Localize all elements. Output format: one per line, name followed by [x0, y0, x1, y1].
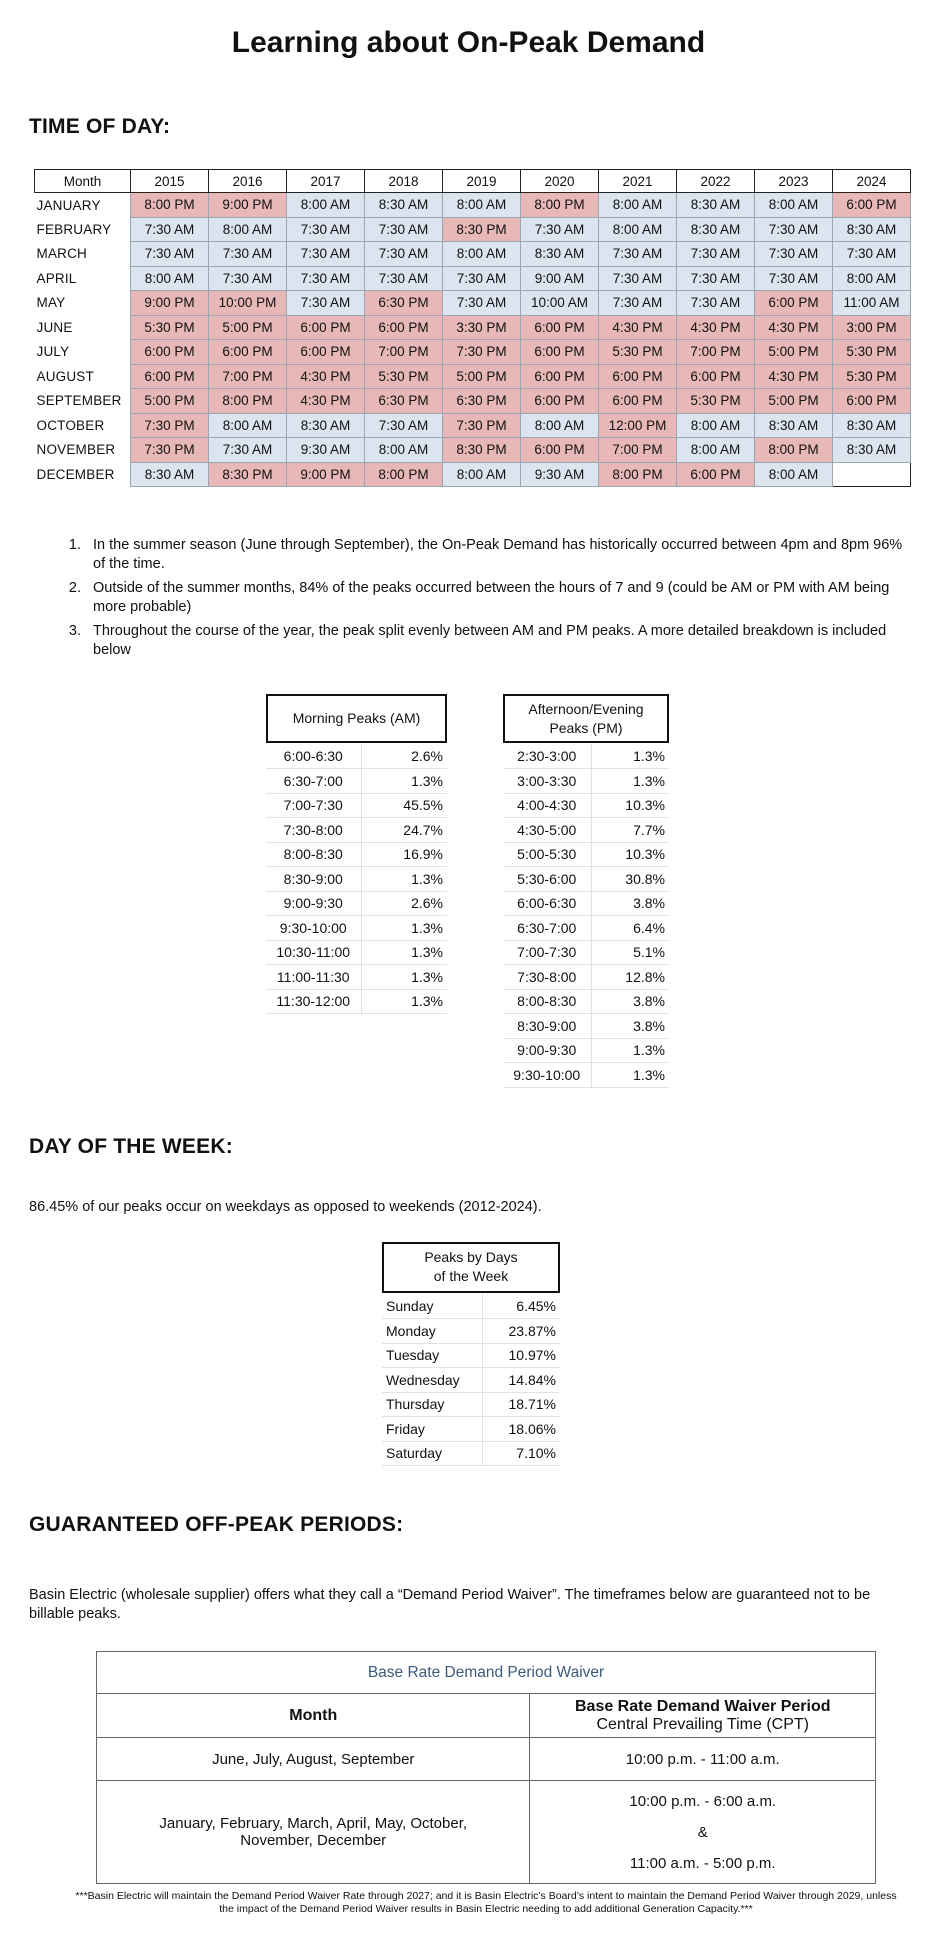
morning-peak-row-value: 45.5% — [361, 793, 447, 818]
peak-time-cell: 7:00 PM — [599, 438, 677, 463]
time-of-day-row — [35, 364, 911, 389]
waiver-period-header — [530, 1694, 876, 1738]
evening-peak-row-label: 4:30-5:00 — [503, 818, 591, 843]
peak-time-cell: 6:00 PM — [599, 364, 677, 389]
morning-peak-row-value: 1.3% — [361, 769, 447, 794]
peak-time-cell: 8:30 AM — [755, 413, 833, 438]
evening-peak-row-label: 9:30-10:00 — [503, 1063, 591, 1088]
evening-peak-row-label: 6:30-7:00 — [503, 916, 591, 941]
peak-time-cell: 8:00 AM — [365, 438, 443, 463]
peak-time-cell: 5:30 PM — [677, 389, 755, 414]
year-header: 2018 — [365, 170, 443, 193]
evening-peak-row-label: 8:00-8:30 — [503, 989, 591, 1014]
page-title: Learning about On-Peak Demand — [231, 26, 706, 59]
month-label: JUNE — [36, 319, 73, 335]
day-row — [382, 1319, 560, 1344]
morning-peak-row — [266, 818, 447, 843]
waiver-period-header-line1: Base Rate Demand Waiver Period — [574, 1697, 831, 1715]
morning-peak-row-value: 1.3% — [361, 916, 447, 941]
peak-time-cell: 7:30 AM — [443, 266, 521, 291]
month-label: FEBRUARY — [36, 221, 112, 237]
morning-peak-row — [266, 769, 447, 794]
day-row-value: 7.10% — [482, 1441, 560, 1466]
time-of-day-row — [35, 217, 911, 242]
peak-time-cell: 8:30 AM — [833, 413, 911, 438]
peak-time-cell: 7:30 AM — [443, 291, 521, 316]
peak-time-cell: 6:00 PM — [521, 340, 599, 365]
day-row-value: 6.45% — [482, 1294, 560, 1319]
peak-time-cell: 4:30 PM — [287, 389, 365, 414]
evening-peak-row-label: 8:30-9:00 — [503, 1014, 591, 1039]
peak-time-cell: 4:30 PM — [287, 364, 365, 389]
peak-time-cell: 8:00 PM — [365, 462, 443, 487]
days-header-line1: Peaks by Days — [424, 1249, 518, 1265]
peak-time-cell: 7:30 AM — [209, 438, 287, 463]
day-row-value: 18.06% — [482, 1417, 560, 1442]
peak-time-cell: 8:00 AM — [833, 266, 911, 291]
peak-time-cell: 5:00 PM — [755, 389, 833, 414]
morning-peak-row — [266, 793, 447, 818]
time-of-day-heading: TIME OF DAY: — [29, 115, 171, 138]
peak-time-cell: 12:00 PM — [599, 413, 677, 438]
morning-peaks-header: Morning Peaks (AM) — [266, 694, 447, 743]
peak-time-cell: 5:30 PM — [599, 340, 677, 365]
peak-time-cell: 8:30 PM — [443, 217, 521, 242]
peak-time-cell: 7:30 AM — [365, 413, 443, 438]
year-header: 2021 — [599, 170, 677, 193]
peak-time-cell: 7:30 PM — [443, 413, 521, 438]
time-of-day-row — [35, 438, 911, 463]
evening-peak-row-value: 1.3% — [591, 1038, 669, 1063]
peak-time-cell: 7:30 AM — [599, 242, 677, 267]
evening-peak-row — [503, 916, 669, 941]
peak-time-cell: 6:00 PM — [599, 389, 677, 414]
morning-peak-row-label: 6:30-7:00 — [266, 769, 361, 794]
waiver-row2-period-b: 11:00 a.m. - 5:00 p.m. — [629, 1854, 776, 1872]
peak-time-cell: 8:30 AM — [287, 413, 365, 438]
morning-peak-row-label: 7:00-7:30 — [266, 793, 361, 818]
peak-time-cell: 5:00 PM — [131, 389, 209, 414]
peak-time-cell: 7:30 PM — [443, 340, 521, 365]
month-label: OCTOBER — [36, 417, 105, 433]
year-header: 2016 — [209, 170, 287, 193]
morning-peak-row-label: 11:00-11:30 — [266, 965, 361, 990]
evening-peak-row — [503, 1014, 669, 1039]
evening-peak-row-value: 3.8% — [591, 1014, 669, 1039]
peak-time-cell: 7:00 PM — [677, 340, 755, 365]
morning-peak-row — [266, 842, 447, 867]
peak-time-cell: 8:00 AM — [287, 193, 365, 218]
peak-time-cell: 7:30 AM — [365, 242, 443, 267]
evening-peak-row-label: 9:00-9:30 — [503, 1038, 591, 1063]
peak-time-cell: 3:30 PM — [443, 315, 521, 340]
peak-time-cell: 5:00 PM — [209, 315, 287, 340]
day-row — [382, 1294, 560, 1319]
morning-peak-row-value: 16.9% — [361, 842, 447, 867]
peak-time-cell: 7:30 AM — [677, 266, 755, 291]
note-item: 1. In the summer season (June through September), the On-Peak Demand has historically occurred between 4pm and 8pm 96% of the time. — [85, 536, 908, 574]
evening-peaks-header — [503, 694, 669, 743]
morning-peak-row-value: 2.6% — [361, 744, 447, 769]
morning-peak-row-value: 1.3% — [361, 940, 447, 965]
waiver-row1-period: 10:00 p.m. - 11:00 a.m. — [530, 1738, 876, 1781]
peak-time-cell: 5:30 PM — [131, 315, 209, 340]
peak-time-cell: 8:00 AM — [599, 217, 677, 242]
evening-peak-row-label: 3:00-3:30 — [503, 769, 591, 794]
evening-peak-row-label: 2:30-3:00 — [503, 744, 591, 769]
morning-peak-row-label: 6:00-6:30 — [266, 744, 361, 769]
evening-peak-row-label: 5:00-5:30 — [503, 842, 591, 867]
waiver-month-header: Month — [97, 1694, 530, 1738]
day-of-week-heading: DAY OF THE WEEK: — [29, 1135, 233, 1158]
time-of-day-row — [35, 389, 911, 414]
waiver-row2-months: January, February, March, April, May, October, November, December — [97, 1781, 530, 1884]
evening-peak-row — [503, 1063, 669, 1088]
month-label: JULY — [36, 344, 70, 360]
evening-peak-row — [503, 940, 669, 965]
evening-peak-row-value: 10.3% — [591, 793, 669, 818]
evening-peak-row — [503, 818, 669, 843]
evening-peak-row-label: 4:00-4:30 — [503, 793, 591, 818]
peak-time-cell: 8:00 PM — [755, 438, 833, 463]
peak-time-cell: 5:30 PM — [833, 340, 911, 365]
peak-time-cell: 6:30 PM — [365, 291, 443, 316]
peak-time-cell: 6:00 PM — [287, 315, 365, 340]
evening-peak-row — [503, 867, 669, 892]
note-item: 2. Outside of the summer months, 84% of the peaks occurred between the hours of 7 and 9 (could be AM or PM with AM being more probable) — [85, 579, 908, 617]
peak-time-cell: 7:30 AM — [209, 266, 287, 291]
evening-peak-row — [503, 842, 669, 867]
peak-time-cell: 6:00 PM — [521, 315, 599, 340]
peak-time-cell: 7:00 PM — [365, 340, 443, 365]
evening-peak-row-label: 6:00-6:30 — [503, 891, 591, 916]
peak-time-cell: 7:30 AM — [287, 291, 365, 316]
waiver-period-header-line2: Central Prevailing Time (CPT) — [596, 1715, 809, 1733]
peak-time-cell: 7:30 AM — [599, 291, 677, 316]
day-row-label: Tuesday — [382, 1343, 482, 1368]
time-of-day-row — [35, 291, 911, 316]
peak-time-cell: 7:30 PM — [131, 413, 209, 438]
evening-peak-row-value: 5.1% — [591, 940, 669, 965]
peak-time-cell: 8:30 AM — [833, 217, 911, 242]
day-row-value: 14.84% — [482, 1368, 560, 1393]
peak-time-cell: 6:00 PM — [287, 340, 365, 365]
day-row-value: 10.97% — [482, 1343, 560, 1368]
peak-time-cell: 7:30 AM — [287, 217, 365, 242]
peak-time-cell: 7:30 AM — [521, 217, 599, 242]
notes-list — [28, 536, 908, 660]
evening-peak-row — [503, 793, 669, 818]
day-row — [382, 1343, 560, 1368]
evening-peak-row — [503, 1038, 669, 1063]
peak-time-cell: 10:00 AM — [521, 291, 599, 316]
day-row — [382, 1368, 560, 1393]
evening-peak-row-value: 3.8% — [591, 989, 669, 1014]
time-of-day-table — [34, 169, 911, 487]
day-of-week-summary: 86.45% of our peaks occur on weekdays as opposed to weekends (2012-2024). — [29, 1199, 542, 1215]
year-header: 2015 — [131, 170, 209, 193]
peak-time-cell: 8:30 PM — [443, 438, 521, 463]
month-label: NOVEMBER — [36, 442, 116, 458]
peak-time-cell: 6:00 PM — [521, 438, 599, 463]
morning-peak-row-label: 10:30-11:00 — [266, 940, 361, 965]
evening-peaks-table — [503, 744, 669, 1088]
notes-list-wrap — [28, 536, 908, 665]
year-header: 2017 — [287, 170, 365, 193]
month-label: MAY — [36, 295, 66, 311]
morning-peak-row — [266, 891, 447, 916]
morning-peak-row — [266, 916, 447, 941]
evening-peak-row-label: 5:30-6:00 — [503, 867, 591, 892]
peak-time-cell: 7:30 AM — [833, 242, 911, 267]
waiver-table-caption: Base Rate Demand Period Waiver — [97, 1652, 876, 1694]
day-row-label: Thursday — [382, 1392, 482, 1417]
waiver-footnote: ***Basin Electric will maintain the Demand Period Waiver Rate through 2027; and it is Basin Electric’s Board’s intent to maintain the Demand Period Waiver through 2029, unless the impact of the Demand Period Waiver results in Basin Electric needing to add additional Generation Capacity.*** — [75, 1890, 897, 1915]
peak-time-cell: 8:00 AM — [521, 413, 599, 438]
morning-peak-row-label: 8:00-8:30 — [266, 842, 361, 867]
peak-time-cell: 6:00 PM — [521, 389, 599, 414]
peak-time-cell: 6:00 PM — [755, 291, 833, 316]
morning-peak-row-value: 24.7% — [361, 818, 447, 843]
peak-time-cell: 7:30 AM — [209, 242, 287, 267]
time-of-day-row — [35, 193, 911, 218]
days-header-line2: of the Week — [433, 1268, 509, 1284]
off-peak-heading: GUARANTEED OFF-PEAK PERIODS: — [29, 1513, 404, 1536]
evening-peak-row-value: 1.3% — [591, 744, 669, 769]
peak-time-cell: 7:30 AM — [677, 242, 755, 267]
peak-time-cell: 5:00 PM — [755, 340, 833, 365]
year-header: 2020 — [521, 170, 599, 193]
month-label: SEPTEMBER — [36, 393, 122, 409]
peak-time-cell: 8:30 AM — [833, 438, 911, 463]
evening-peak-row-label: 7:30-8:00 — [503, 965, 591, 990]
month-label: DECEMBER — [36, 466, 115, 482]
month-column-header: Month — [35, 170, 131, 193]
day-row — [382, 1441, 560, 1466]
peak-time-cell: 8:30 AM — [677, 217, 755, 242]
peak-time-cell: 8:00 PM — [209, 389, 287, 414]
day-row — [382, 1392, 560, 1417]
evening-peak-row-value: 3.8% — [591, 891, 669, 916]
peak-time-cell: 9:00 PM — [131, 291, 209, 316]
peak-time-cell: 4:30 PM — [755, 315, 833, 340]
peak-time-cell: 6:00 PM — [131, 340, 209, 365]
time-of-day-header-row — [35, 170, 911, 193]
peak-time-cell: 7:30 AM — [287, 266, 365, 291]
peak-time-cell: 4:30 PM — [599, 315, 677, 340]
evening-peak-row-value: 1.3% — [591, 1063, 669, 1088]
day-row-label: Monday — [382, 1319, 482, 1344]
peak-time-cell: 8:00 AM — [755, 193, 833, 218]
peak-time-cell: 5:30 PM — [365, 364, 443, 389]
peak-time-cell: 6:00 PM — [677, 462, 755, 487]
morning-peak-row — [266, 965, 447, 990]
peak-time-cell: 6:00 PM — [833, 389, 911, 414]
day-row — [382, 1417, 560, 1442]
year-header: 2023 — [755, 170, 833, 193]
peak-time-cell: 4:30 PM — [677, 315, 755, 340]
peak-time-cell: 5:30 PM — [833, 364, 911, 389]
time-of-day-body — [35, 193, 911, 487]
peak-time-cell: 7:30 AM — [755, 266, 833, 291]
morning-peak-row-label: 9:30-10:00 — [266, 916, 361, 941]
evening-peak-row — [503, 769, 669, 794]
peak-time-cell: 8:30 AM — [131, 462, 209, 487]
morning-peak-row-label: 9:00-9:30 — [266, 891, 361, 916]
evening-peak-row — [503, 989, 669, 1014]
peak-time-cell: 8:00 AM — [677, 438, 755, 463]
evening-peak-row-value: 1.3% — [591, 769, 669, 794]
peak-time-cell: 8:30 AM — [521, 242, 599, 267]
peak-time-cell: 8:00 PM — [521, 193, 599, 218]
peak-time-cell: 8:30 PM — [209, 462, 287, 487]
evening-peak-row-value: 30.8% — [591, 867, 669, 892]
off-peak-intro: Basin Electric (wholesale supplier) offers what they call a “Demand Period Waiver”. The timeframes below are guaranteed not to be billable peaks. — [29, 1587, 871, 1622]
peak-time-cell: 8:00 PM — [131, 193, 209, 218]
peak-time-cell: 8:30 AM — [677, 193, 755, 218]
peak-time-cell: 9:30 AM — [287, 438, 365, 463]
waiver-row2-period-a: 10:00 p.m. - 6:00 a.m. — [629, 1792, 777, 1810]
morning-peak-row — [266, 989, 447, 1014]
peak-time-cell: 9:00 PM — [209, 193, 287, 218]
day-row-label: Friday — [382, 1417, 482, 1442]
time-of-day-row — [35, 462, 911, 487]
peak-time-cell: 7:30 AM — [365, 266, 443, 291]
evening-peak-row-value: 12.8% — [591, 965, 669, 990]
morning-peaks-table — [266, 744, 447, 1014]
day-row-value: 18.71% — [482, 1392, 560, 1417]
peak-time-cell: 8:00 PM — [599, 462, 677, 487]
peak-time-cell: 5:00 PM — [443, 364, 521, 389]
evening-peak-row-value: 7.7% — [591, 818, 669, 843]
peak-time-cell: 7:30 AM — [131, 217, 209, 242]
peak-time-cell: 7:30 AM — [287, 242, 365, 267]
peak-time-cell: 8:30 AM — [365, 193, 443, 218]
note-item: 3. Throughout the course of the year, the peak split evenly between AM and PM peaks. A more detailed breakdown is included below — [85, 622, 908, 660]
peak-time-cell: 8:00 AM — [599, 193, 677, 218]
time-of-day-row — [35, 340, 911, 365]
peak-time-cell: 8:00 AM — [131, 266, 209, 291]
days-table — [382, 1294, 560, 1466]
evening-peak-row — [503, 744, 669, 769]
peak-time-cell: 7:30 AM — [599, 266, 677, 291]
peak-time-cell — [833, 462, 911, 487]
evening-peak-row — [503, 965, 669, 990]
peak-time-cell: 8:00 AM — [209, 413, 287, 438]
day-row-label: Sunday — [382, 1294, 482, 1319]
waiver-row1-months: June, July, August, September — [97, 1738, 530, 1781]
peak-time-cell: 9:00 PM — [287, 462, 365, 487]
evening-peaks-header-line1: Afternoon/Evening — [528, 701, 644, 717]
peak-time-cell: 8:00 AM — [677, 413, 755, 438]
peak-time-cell: 6:30 PM — [443, 389, 521, 414]
year-header: 2024 — [833, 170, 911, 193]
peak-time-cell: 8:00 AM — [755, 462, 833, 487]
evening-peaks-header-line2: Peaks (PM) — [549, 720, 623, 736]
peak-time-cell: 4:30 PM — [755, 364, 833, 389]
morning-peak-row — [266, 744, 447, 769]
peak-time-cell: 6:30 PM — [365, 389, 443, 414]
day-row-value: 23.87% — [482, 1319, 560, 1344]
morning-peak-row-label: 8:30-9:00 — [266, 867, 361, 892]
peak-time-cell: 8:00 AM — [209, 217, 287, 242]
month-label: MARCH — [36, 246, 87, 262]
month-label: APRIL — [36, 270, 77, 286]
morning-peak-row-label: 11:30-12:00 — [266, 989, 361, 1014]
peak-time-cell: 7:30 PM — [131, 438, 209, 463]
month-label: AUGUST — [36, 368, 94, 384]
time-of-day-row — [35, 266, 911, 291]
time-of-day-row — [35, 242, 911, 267]
peak-time-cell: 6:00 PM — [521, 364, 599, 389]
waiver-row2-period — [530, 1781, 876, 1884]
peak-time-cell: 8:00 AM — [443, 462, 521, 487]
morning-peak-row-label: 7:30-8:00 — [266, 818, 361, 843]
morning-peak-row — [266, 940, 447, 965]
peak-time-cell: 8:00 AM — [443, 242, 521, 267]
waiver-row2-amp: & — [697, 1823, 708, 1841]
peak-time-cell: 6:00 PM — [131, 364, 209, 389]
peak-time-cell: 7:30 AM — [755, 217, 833, 242]
day-row-label: Wednesday — [382, 1368, 482, 1393]
peak-time-cell: 7:30 AM — [131, 242, 209, 267]
peak-time-cell: 6:00 PM — [833, 193, 911, 218]
year-header: 2019 — [443, 170, 521, 193]
waiver-table — [96, 1651, 876, 1884]
evening-peak-row — [503, 891, 669, 916]
peak-time-cell: 9:00 AM — [521, 266, 599, 291]
peak-time-cell: 6:00 PM — [209, 340, 287, 365]
peak-time-cell: 8:00 AM — [443, 193, 521, 218]
days-table-header — [382, 1242, 560, 1293]
day-row-label: Saturday — [382, 1441, 482, 1466]
morning-peak-row-value: 1.3% — [361, 989, 447, 1014]
time-of-day-row — [35, 413, 911, 438]
peak-time-cell: 7:30 AM — [755, 242, 833, 267]
peak-time-cell: 7:00 PM — [209, 364, 287, 389]
year-header: 2022 — [677, 170, 755, 193]
peak-time-cell: 9:30 AM — [521, 462, 599, 487]
morning-peak-row-value: 1.3% — [361, 965, 447, 990]
evening-peak-row-value: 6.4% — [591, 916, 669, 941]
peak-time-cell: 11:00 AM — [833, 291, 911, 316]
morning-peak-row — [266, 867, 447, 892]
morning-peak-row-value: 1.3% — [361, 867, 447, 892]
peak-time-cell: 6:00 PM — [677, 364, 755, 389]
evening-peak-row-value: 10.3% — [591, 842, 669, 867]
peak-time-cell: 3:00 PM — [833, 315, 911, 340]
time-of-day-row — [35, 315, 911, 340]
peak-time-cell: 6:00 PM — [365, 315, 443, 340]
peak-time-cell: 10:00 PM — [209, 291, 287, 316]
morning-peak-row-value: 2.6% — [361, 891, 447, 916]
peak-time-cell: 7:30 AM — [677, 291, 755, 316]
peak-time-cell: 7:30 AM — [365, 217, 443, 242]
evening-peak-row-label: 7:00-7:30 — [503, 940, 591, 965]
month-label: JANUARY — [36, 197, 101, 213]
